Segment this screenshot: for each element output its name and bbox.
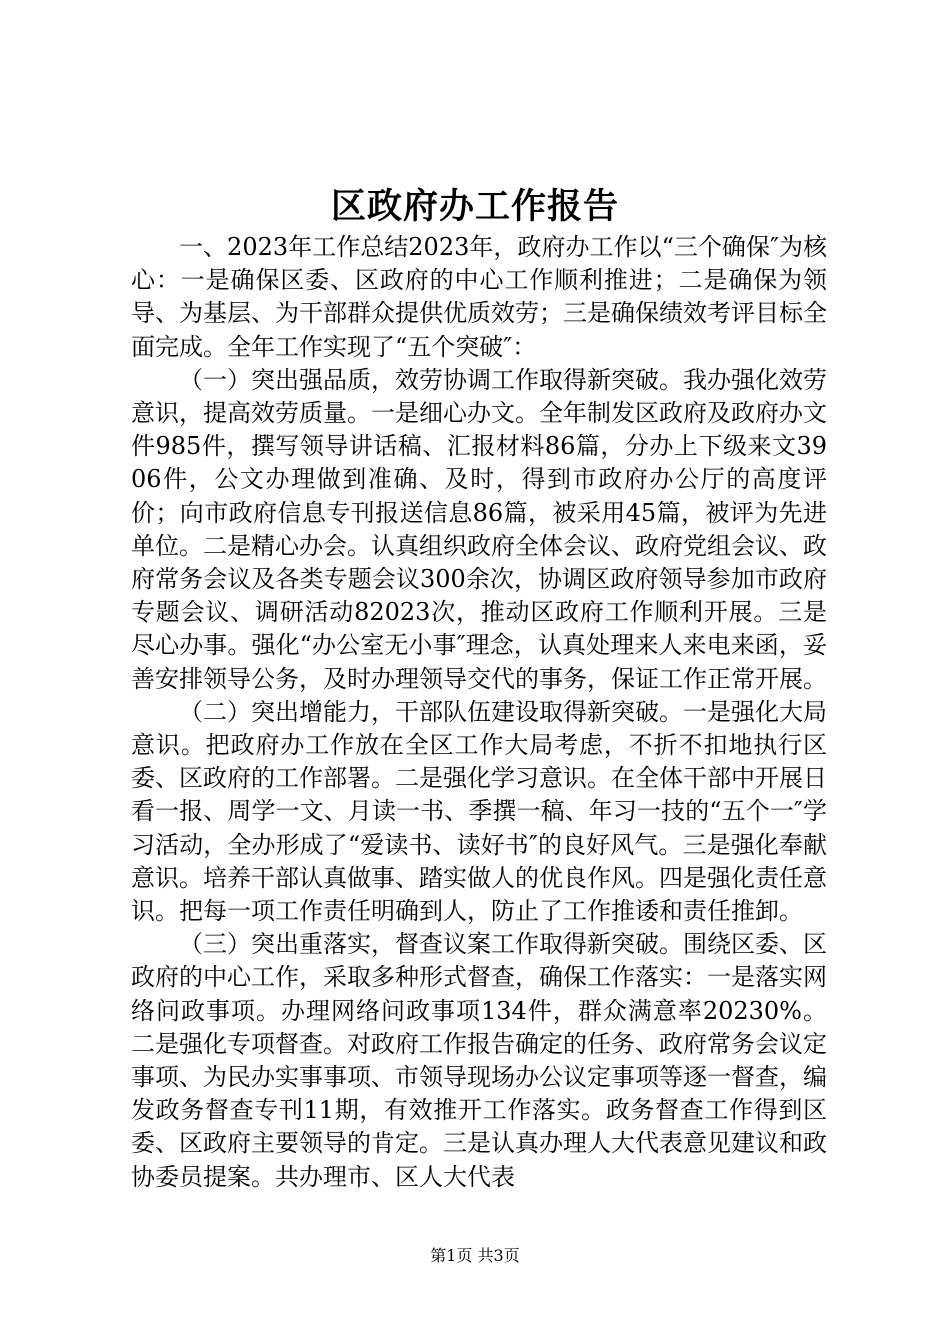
paragraph-section-3: （三）突出重落实，督查议案工作取得新突破。围绕区委、区政府的中心工作，采取多种形式督查，确保工作落实：一是落实网络问政事项。办理网络问政事项134件，群众满意率20230%。二是强化专项督查。对政府工作报告确定的任务、政府常务会议定事项、为民办实事事项、市领导现场办公议定事项等逐一督查，编发政务督查专刊11期，有效推开工作落实。政务督查工作得到区委、区政府主要领导的肯定。三是认真办理人大代表意见建议和政协委员提案。共办理市、区人大代表 <box>131 930 827 1191</box>
paragraph-summary: 一、2023年工作总结2023年，政府办工作以“三个确保″为核心：一是确保区委、区政府的中心工作顺利推进；二是确保为领导、为基层、为干部群众提供优质效劳；三是确保绩效考评目标全面完成。全年工作实现了“五个突破″： <box>131 233 827 361</box>
paragraph-section-2: （二）突出增能力，干部队伍建设取得新突破。一是强化大局意识。把政府办工作放在全区工作大局考虑，不折不扣地执行区委、区政府的工作部署。二是强化学习意识。在全体干部中开展日看一报、周学一文、月读一书、季撰一稿、年习一技的“五个一″学习活动，全办形成了“爱读书、读好书″的良好风气。三是强化奉献意识。培养干部认真做事、踏实做人的优良作风。四是强化责任意识。把每一项工作责任明确到人，防止了工作推诿和责任推卸。 <box>131 697 827 926</box>
page-number-footer: 第1页 共3页 <box>430 1246 520 1265</box>
document-title: 区政府办工作报告 <box>330 186 619 227</box>
paragraph-section-1: （一）突出强品质，效劳协调工作取得新突破。我办强化效劳意识，提高效劳质量。一是细心办文。全年制发区政府及政府办文件985件，撰写领导讲话稿、汇报材料86篇，分办上下级来文3906件，公文办理做到准确、及时，得到市政府办公厅的高度评价；向市政府信息专刊报送信息86篇，被采用45篇，被评为先进单位。二是精心办会。认真组织政府全体会议、政府党组会议、政府常务会议及各类专题会议300余次，协调区政府领导参加市政府专题会议、调研活动82023次，推动区政府工作顺利开展。三是尽心办事。强化“办公室无小事″理念，认真处理来人来电来函，妥善安排领导公务，及时办理领导交代的事务，保证工作正常开展。 <box>131 365 827 693</box>
document-body <box>131 231 827 1194</box>
